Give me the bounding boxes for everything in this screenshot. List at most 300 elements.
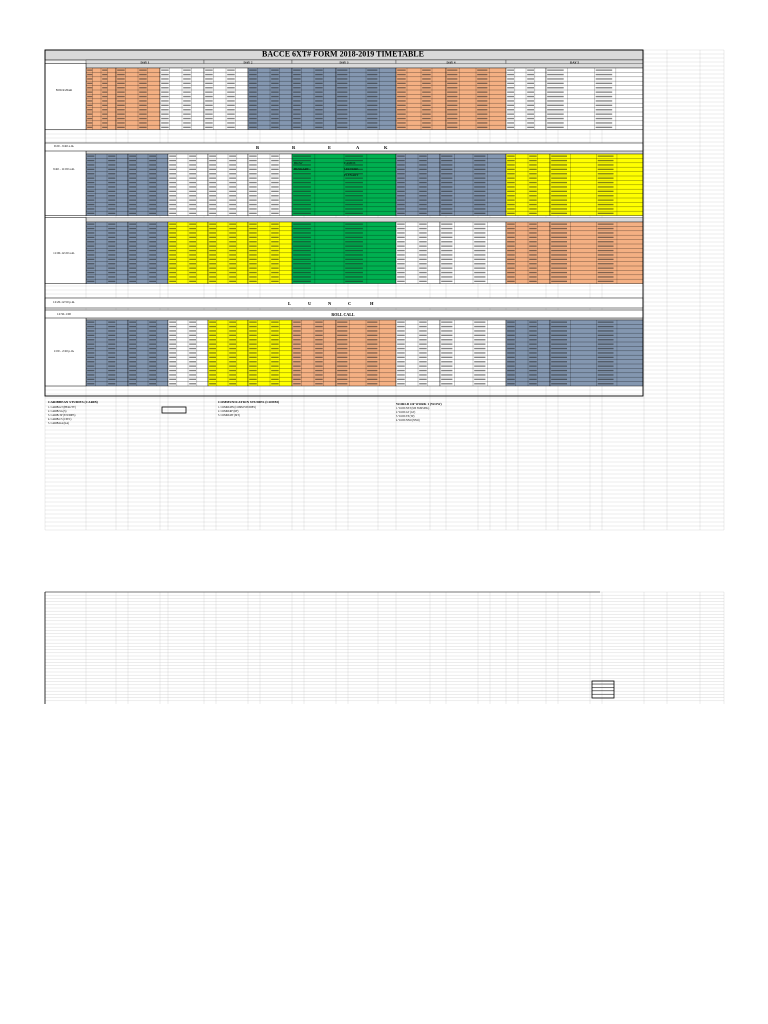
- course-code-glyph: [129, 224, 136, 225]
- course-code-glyph: [397, 281, 404, 282]
- course-code-glyph: [249, 200, 256, 201]
- course-code-glyph: [507, 83, 514, 84]
- course-code-glyph: [271, 87, 278, 88]
- course-code-glyph: [397, 335, 404, 336]
- course-code-glyph: [183, 127, 190, 128]
- course-code-glyph: [183, 87, 190, 88]
- course-code-glyph: [169, 195, 176, 196]
- course-code-glyph: [129, 326, 136, 327]
- footer-world-item-1: 1. WOW-NST (MS NURSING): [396, 407, 430, 410]
- lower-grid-box[interactable]: [592, 681, 614, 698]
- course-code-glyph: [474, 186, 485, 187]
- course-code-glyph: [507, 344, 514, 345]
- course-code-glyph: [271, 374, 278, 375]
- course-code-glyph: [529, 195, 536, 196]
- course-code-glyph: [205, 92, 212, 93]
- course-code-glyph: [367, 357, 377, 358]
- course-code-glyph: [293, 383, 300, 384]
- course-code-glyph: [419, 366, 426, 367]
- course-code-glyph: [441, 186, 452, 187]
- course-code-glyph: [441, 232, 452, 233]
- course-code-glyph: [149, 268, 156, 269]
- course-code-glyph: [315, 374, 322, 375]
- course-code-glyph: [477, 105, 487, 106]
- course-code-glyph: [397, 322, 404, 323]
- course-code-glyph: [527, 92, 534, 93]
- course-code-glyph: [598, 164, 614, 165]
- course-code-glyph: [551, 182, 567, 183]
- course-code-glyph: [598, 200, 614, 201]
- course-code-glyph: [367, 366, 377, 367]
- course-code-glyph: [596, 92, 612, 93]
- course-code-glyph: [507, 330, 514, 331]
- course-code-glyph: [507, 370, 514, 371]
- course-code-glyph: [189, 352, 196, 353]
- course-code-glyph: [169, 160, 176, 161]
- course-code-glyph: [108, 374, 115, 375]
- course-code-glyph: [474, 195, 485, 196]
- course-code-glyph: [419, 254, 426, 255]
- course-code-glyph: [149, 374, 156, 375]
- course-code-glyph: [477, 70, 487, 71]
- course-code-glyph: [149, 366, 156, 367]
- course-code-glyph: [441, 241, 452, 242]
- course-code-glyph: [249, 259, 256, 260]
- course-code-glyph: [117, 109, 124, 110]
- course-code-glyph: [419, 191, 426, 192]
- course-code-glyph: [169, 186, 176, 187]
- course-code-glyph: [117, 96, 124, 97]
- lunch-letter-u: U: [308, 301, 312, 306]
- course-code-glyph: [209, 250, 216, 251]
- course-code-glyph: [477, 100, 487, 101]
- course-code-glyph: [249, 109, 256, 110]
- course-code-glyph: [229, 200, 236, 201]
- course-code-glyph: [447, 92, 457, 93]
- course-code-glyph: [441, 272, 452, 273]
- course-code-glyph: [551, 173, 567, 174]
- course-code-glyph: [139, 114, 146, 115]
- course-code-glyph: [149, 169, 156, 170]
- course-code-glyph: [397, 357, 404, 358]
- course-code-glyph: [337, 361, 347, 362]
- course-code-glyph: [229, 322, 236, 323]
- course-code-glyph: [397, 191, 404, 192]
- course-code-glyph: [337, 322, 347, 323]
- course-code-glyph: [441, 366, 452, 367]
- course-code-glyph: [551, 228, 567, 229]
- course-code-glyph: [87, 250, 94, 251]
- course-code-glyph: [149, 204, 156, 205]
- course-code-glyph: [441, 228, 452, 229]
- course-code-glyph: [529, 178, 536, 179]
- course-code-glyph: [189, 383, 196, 384]
- course-code-glyph: [474, 374, 485, 375]
- course-code-glyph: [293, 276, 311, 277]
- course-code-glyph: [441, 330, 452, 331]
- course-code-glyph: [441, 169, 452, 170]
- course-code-glyph: [189, 250, 196, 251]
- course-code-glyph: [139, 122, 146, 123]
- course-code-glyph: [87, 357, 94, 358]
- course-code-glyph: [397, 241, 404, 242]
- course-code-glyph: [337, 114, 347, 115]
- course-code-glyph: [169, 326, 176, 327]
- course-code-glyph: [108, 326, 115, 327]
- course-code-glyph: [108, 361, 115, 362]
- course-code-glyph: [169, 224, 176, 225]
- course-code-glyph: [149, 326, 156, 327]
- course-code-glyph: [441, 156, 452, 157]
- course-code-glyph: [598, 361, 614, 362]
- course-code-glyph: [149, 276, 156, 277]
- course-code-glyph: [149, 352, 156, 353]
- course-code-glyph: [527, 118, 534, 119]
- course-code-glyph: [345, 263, 363, 264]
- course-code-glyph: [271, 83, 278, 84]
- course-code-glyph: [419, 348, 426, 349]
- course-code-glyph: [474, 164, 485, 165]
- course-code-glyph: [507, 92, 514, 93]
- course-code-glyph: [441, 281, 452, 282]
- course-code-glyph: [169, 383, 176, 384]
- course-code-glyph: [149, 164, 156, 165]
- course-code-glyph: [271, 204, 278, 205]
- course-code-glyph: [189, 178, 196, 179]
- course-code-glyph: [529, 357, 536, 358]
- course-code-glyph: [441, 160, 452, 161]
- green-block-line-2b: LECTURE: [344, 167, 359, 171]
- course-code-glyph: [441, 348, 452, 349]
- course-code-glyph: [551, 335, 567, 336]
- course-code-glyph: [169, 339, 176, 340]
- course-code-glyph: [441, 335, 452, 336]
- course-code-glyph: [419, 268, 426, 269]
- course-code-glyph: [422, 92, 431, 93]
- course-code-glyph: [397, 370, 404, 371]
- course-code-glyph: [551, 366, 567, 367]
- course-code-glyph: [367, 322, 377, 323]
- course-code-glyph: [117, 78, 124, 79]
- course-code-glyph: [209, 173, 216, 174]
- course-code-glyph: [227, 109, 234, 110]
- course-code-glyph: [209, 370, 216, 371]
- day-header-label: DAY 3: [339, 60, 349, 65]
- course-code-glyph: [189, 160, 196, 161]
- course-code-glyph: [87, 374, 94, 375]
- course-code-glyph: [441, 339, 452, 340]
- course-code-glyph: [129, 182, 136, 183]
- course-code-glyph: [169, 272, 176, 273]
- course-code-glyph: [397, 268, 404, 269]
- course-code-glyph: [551, 348, 567, 349]
- day-header-label: DAY 4: [446, 60, 456, 65]
- course-code-glyph: [507, 268, 514, 269]
- course-code-glyph: [108, 156, 115, 157]
- course-code-glyph: [367, 330, 377, 331]
- course-code-glyph: [315, 370, 322, 371]
- course-code-glyph: [293, 335, 300, 336]
- course-code-glyph: [87, 224, 94, 225]
- course-code-glyph: [129, 195, 136, 196]
- course-code-glyph: [189, 335, 196, 336]
- course-code-glyph: [149, 160, 156, 161]
- course-code-glyph: [345, 224, 363, 225]
- course-code-glyph: [474, 250, 485, 251]
- course-code-glyph: [129, 379, 136, 380]
- course-code-glyph: [161, 87, 168, 88]
- course-code-glyph: [271, 344, 278, 345]
- course-code-glyph: [183, 96, 190, 97]
- course-code-glyph: [345, 204, 363, 205]
- course-code-glyph: [149, 173, 156, 174]
- course-code-glyph: [293, 87, 300, 88]
- course-code-glyph: [507, 100, 514, 101]
- course-code-glyph: [397, 348, 404, 349]
- course-code-glyph: [529, 281, 536, 282]
- course-code-glyph: [249, 156, 256, 157]
- course-code-glyph: [87, 83, 92, 84]
- course-code-glyph: [397, 259, 404, 260]
- course-code-glyph: [474, 259, 485, 260]
- course-code-glyph: [87, 366, 94, 367]
- course-code-glyph: [598, 263, 614, 264]
- course-code-glyph: [117, 74, 124, 75]
- course-code-glyph: [293, 361, 300, 362]
- course-code-glyph: [527, 87, 534, 88]
- course-code-glyph: [129, 322, 136, 323]
- course-code-glyph: [102, 74, 107, 75]
- course-code-glyph: [547, 100, 563, 101]
- course-code-glyph: [108, 241, 115, 242]
- course-code-glyph: [596, 87, 612, 88]
- course-code-glyph: [271, 114, 278, 115]
- course-code-glyph: [229, 204, 236, 205]
- time-period-1: 8:00-9:20am: [55, 88, 73, 92]
- course-code-glyph: [205, 127, 212, 128]
- course-code-glyph: [293, 237, 311, 238]
- course-code-glyph: [547, 122, 563, 123]
- course-code-glyph: [249, 224, 256, 225]
- course-code-glyph: [271, 164, 278, 165]
- course-code-glyph: [551, 213, 567, 214]
- course-code-glyph: [108, 259, 115, 260]
- course-code-glyph: [367, 339, 377, 340]
- course-code-glyph: [169, 228, 176, 229]
- course-code-glyph: [598, 250, 614, 251]
- course-code-glyph: [87, 237, 94, 238]
- course-code-glyph: [271, 268, 278, 269]
- course-code-glyph: [293, 272, 311, 273]
- course-code-glyph: [293, 232, 311, 233]
- course-code-glyph: [422, 118, 431, 119]
- course-code-glyph: [108, 254, 115, 255]
- course-code-glyph: [441, 352, 452, 353]
- course-code-glyph: [419, 169, 426, 170]
- course-code-glyph: [397, 366, 404, 367]
- course-code-glyph: [293, 156, 311, 157]
- course-code-glyph: [507, 232, 514, 233]
- course-code-glyph: [271, 191, 278, 192]
- course-code-glyph: [169, 379, 176, 380]
- course-code-glyph: [441, 254, 452, 255]
- course-code-glyph: [529, 383, 536, 384]
- course-code-glyph: [293, 83, 300, 84]
- course-code-glyph: [87, 272, 94, 273]
- course-code-glyph: [447, 83, 457, 84]
- course-code-glyph: [315, 78, 322, 79]
- course-code-glyph: [229, 241, 236, 242]
- course-code-glyph: [169, 173, 176, 174]
- course-code-glyph: [249, 348, 256, 349]
- course-code-glyph: [249, 330, 256, 331]
- course-code-glyph: [149, 344, 156, 345]
- course-code-glyph: [474, 348, 485, 349]
- course-code-glyph: [227, 74, 234, 75]
- course-code-glyph: [551, 339, 567, 340]
- course-code-glyph: [249, 87, 256, 88]
- course-code-glyph: [189, 272, 196, 273]
- course-code-glyph: [129, 204, 136, 205]
- course-code-glyph: [249, 272, 256, 273]
- course-code-glyph: [169, 276, 176, 277]
- course-code-glyph: [102, 83, 107, 84]
- course-code-glyph: [337, 78, 347, 79]
- course-code-glyph: [507, 335, 514, 336]
- course-code-glyph: [169, 344, 176, 345]
- course-code-glyph: [227, 122, 234, 123]
- course-code-glyph: [551, 383, 567, 384]
- course-code-glyph: [551, 156, 567, 157]
- course-code-glyph: [189, 379, 196, 380]
- course-code-glyph: [474, 370, 485, 371]
- course-code-glyph: [507, 322, 514, 323]
- time-break: 9:20 - 9:40 a.m.: [53, 144, 75, 148]
- course-code-glyph: [117, 114, 124, 115]
- course-code-glyph: [229, 330, 236, 331]
- course-code-glyph: [271, 160, 278, 161]
- course-code-glyph: [507, 339, 514, 340]
- course-code-glyph: [337, 100, 347, 101]
- course-code-glyph: [161, 70, 168, 71]
- course-code-glyph: [551, 160, 567, 161]
- course-code-glyph: [129, 276, 136, 277]
- course-code-glyph: [397, 100, 406, 101]
- course-code-glyph: [598, 213, 614, 214]
- course-code-glyph: [419, 200, 426, 201]
- course-code-glyph: [229, 344, 236, 345]
- course-code-glyph: [271, 224, 278, 225]
- course-code-glyph: [419, 281, 426, 282]
- course-code-glyph: [249, 122, 256, 123]
- course-code-glyph: [419, 263, 426, 264]
- course-code-glyph: [293, 339, 300, 340]
- course-code-glyph: [529, 232, 536, 233]
- course-code-glyph: [293, 370, 300, 371]
- course-code-glyph: [293, 344, 300, 345]
- course-code-glyph: [397, 208, 404, 209]
- course-code-glyph: [598, 272, 614, 273]
- course-code-glyph: [249, 379, 256, 380]
- course-code-glyph: [529, 160, 536, 161]
- course-code-glyph: [189, 370, 196, 371]
- course-code-glyph: [271, 348, 278, 349]
- course-code-glyph: [596, 70, 612, 71]
- course-code-glyph: [315, 70, 322, 71]
- course-code-glyph: [205, 105, 212, 106]
- course-code-glyph: [149, 237, 156, 238]
- course-code-glyph: [507, 352, 514, 353]
- course-code-glyph: [169, 204, 176, 205]
- course-code-glyph: [129, 348, 136, 349]
- course-code-glyph: [397, 78, 406, 79]
- course-code-glyph: [529, 213, 536, 214]
- course-code-glyph: [249, 281, 256, 282]
- course-code-glyph: [87, 182, 94, 183]
- course-code-glyph: [271, 237, 278, 238]
- course-code-glyph: [117, 118, 124, 119]
- green-block-line-1b: CAMDS: [344, 161, 356, 165]
- course-code-glyph: [139, 74, 146, 75]
- course-code-glyph: [129, 263, 136, 264]
- course-code-glyph: [527, 74, 534, 75]
- course-code-glyph: [189, 182, 196, 183]
- course-code-glyph: [293, 204, 311, 205]
- course-code-glyph: [507, 228, 514, 229]
- course-code-glyph: [117, 70, 124, 71]
- course-code-glyph: [139, 92, 146, 93]
- course-code-glyph: [551, 246, 567, 247]
- course-code-glyph: [271, 254, 278, 255]
- course-code-glyph: [397, 379, 404, 380]
- course-code-glyph: [477, 118, 487, 119]
- course-code-glyph: [189, 361, 196, 362]
- course-code-glyph: [293, 78, 300, 79]
- course-code-glyph: [441, 370, 452, 371]
- course-code-glyph: [345, 246, 363, 247]
- course-code-glyph: [149, 191, 156, 192]
- course-code-glyph: [315, 361, 322, 362]
- course-code-glyph: [441, 344, 452, 345]
- course-code-glyph: [598, 326, 614, 327]
- course-code-glyph: [102, 114, 107, 115]
- course-code-glyph: [169, 361, 176, 362]
- course-code-glyph: [87, 195, 94, 196]
- course-code-glyph: [419, 276, 426, 277]
- course-code-glyph: [271, 178, 278, 179]
- course-code-glyph: [397, 74, 406, 75]
- course-code-glyph: [337, 92, 347, 93]
- course-code-glyph: [507, 96, 514, 97]
- course-code-glyph: [529, 326, 536, 327]
- course-code-glyph: [419, 370, 426, 371]
- course-code-glyph: [441, 263, 452, 264]
- course-code-glyph: [551, 357, 567, 358]
- course-code-glyph: [205, 96, 212, 97]
- course-code-glyph: [189, 204, 196, 205]
- course-code-glyph: [169, 156, 176, 157]
- course-code-glyph: [337, 379, 347, 380]
- course-code-glyph: [271, 156, 278, 157]
- course-code-glyph: [337, 374, 347, 375]
- course-code-glyph: [447, 127, 457, 128]
- course-code-glyph: [271, 276, 278, 277]
- course-code-glyph: [229, 361, 236, 362]
- course-code-glyph: [249, 127, 256, 128]
- course-code-glyph: [474, 160, 485, 161]
- course-code-glyph: [117, 83, 124, 84]
- day-header-label: DAY 1: [140, 60, 150, 65]
